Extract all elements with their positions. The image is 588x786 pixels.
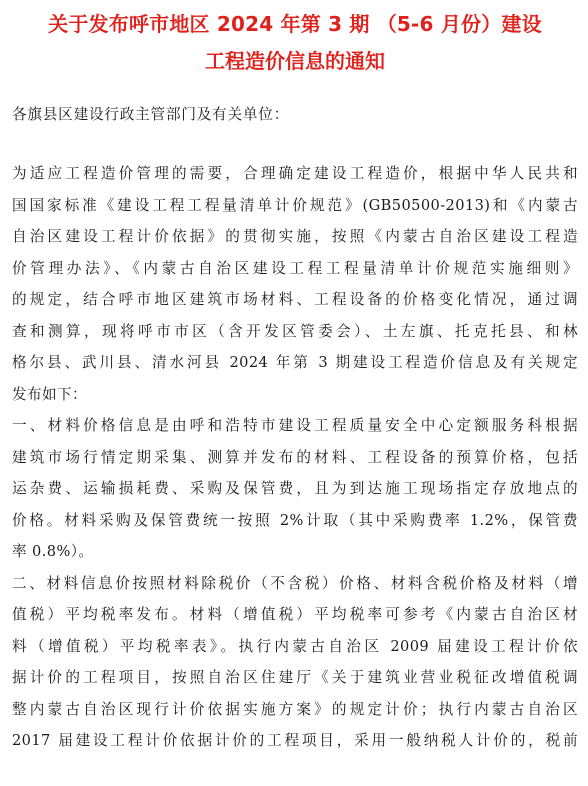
body-line: 二、材料信息价按照材料除税价（不含税）价格、材料含税价格及材料（增 (12, 574, 578, 592)
body-line: 自治区建设工程计价依据》的贯彻实施，按照《内蒙古自治区建设工程造 (12, 228, 578, 245)
document-page (0, 6, 588, 786)
title-line-1: 关于发布呼市地区 2024 年第 3 期 （5-6 月份）建设 (48, 12, 542, 36)
body-line: 整内蒙古自治区现行计价依据实施方案》的规定计价；执行内蒙古自治区 (12, 700, 578, 718)
body-line: 运杂费、运输损耗费、采购及保管费，且为到达施工现场指定存放地点的 (12, 480, 578, 497)
body-line: 为适应工程造价管理的需要，合理确定建设工程造价，根据中华人民共和 (12, 165, 578, 182)
notice-title (12, 6, 578, 80)
body-line: 值税）平均税率发布。材料（增值税）平均税率可参考《内蒙古自治区材 (12, 606, 578, 623)
body-line: 发布如下： (12, 385, 87, 403)
body-line: 料（增值税）平均税率表》。执行内蒙古自治区 2009 届建设工程计价依 (12, 637, 578, 655)
body-line: 建筑市场行情定期采集、测算并发布的材料、工程设备的预算价格，包括 (12, 448, 578, 466)
body-line: 一、材料价格信息是由呼和浩特市建设工程质量安全中心定额服务科根据 (12, 417, 578, 434)
title-line-2: 工程造价信息的通知 (205, 49, 385, 73)
body-line: 格尔县、武川县、清水河县 2024 年第 3 期建设工程造价信息及有关规定 (12, 354, 578, 371)
addressee: 各旗县区建设行政主管部门及有关单位： (12, 106, 290, 123)
body-line: 率 0.8%）。 (12, 543, 94, 560)
body-line: 查和测算，现将呼市市区（含开发区管委会）、土左旗、托克托县、和林 (12, 322, 578, 340)
body-line: 价格。材料采购及保管费统一按照 2%计取（其中采购费率 1.2%，保管费 (12, 511, 578, 529)
body-line: 2017 届建设工程计价依据计价的工程项目，采用一般纳税人计价的，税前 (12, 732, 578, 749)
body-line: 国国家标准《建设工程工程量清单计价规范》(GB50500-2013)和《内蒙古 (12, 196, 578, 214)
notice-body (12, 158, 578, 757)
body-line: 价管理办法》、《内蒙古自治区建设工程工程量清单计价规范实施细则》 (12, 259, 578, 277)
body-line: 据计价的工程项目，按照自治区住建厅《关于建筑业营业税征改增值税调 (12, 669, 578, 686)
body-line: 的规定，结合呼市地区建筑市场材料、工程设备的价格变化情况，通过调 (12, 291, 578, 308)
